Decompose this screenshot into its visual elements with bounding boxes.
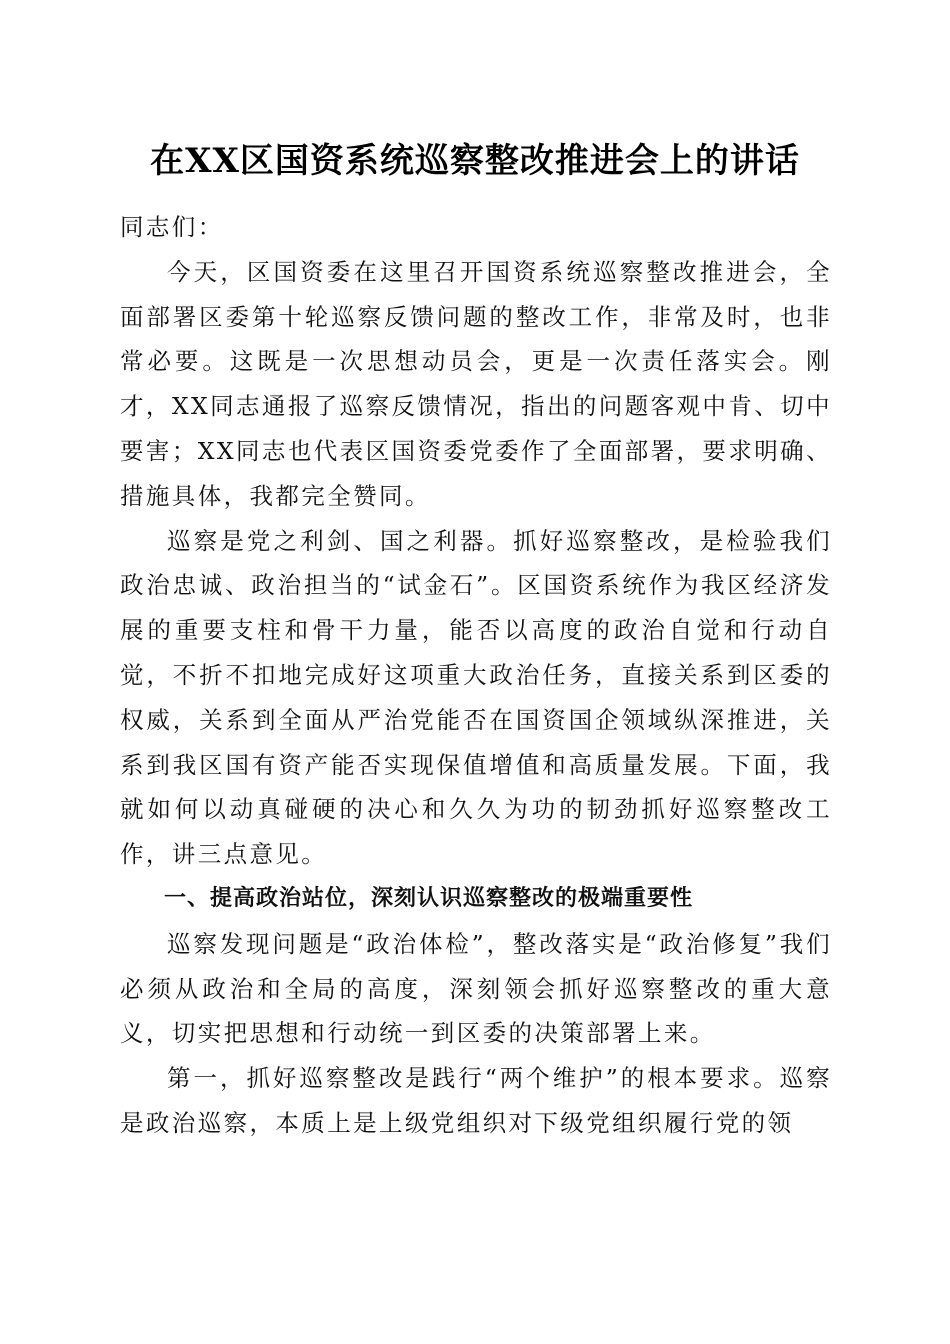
paragraph-intro: 今天，区国资委在这里召开国资系统巡察整改推进会，全面部署区委第十轮巡察反馈问题的整改工作，非常及时，也非常必要。这既是一次思想动员会，更是一次责任落实会。刚才，XX同志通报了巡察反馈情况，指出的问题客观中肯、切中要害；XX同志也代表区国资委党委作了全面部署，要求明确、措施具体，我都完全赞同。 [120,257,832,510]
paragraph-section-intro: 巡察发现问题是“政治体检”，整改落实是“政治修复”我们必须从政治和全局的高度，深刻领会抓好巡察整改的重大意义，切实把思想和行动统一到区委的决策部署上来。 [120,929,832,1048]
section-heading-one: 一、提高政治站位，深刻认识巡察整改的极端重要性 [164,885,694,911]
document-title: 在XX区国资系统巡察整改推进会上的讲话 [150,141,800,181]
salutation: 同志们： [120,213,224,241]
document-body [120,205,832,1146]
paragraph-first-point: 第一，抓好巡察整改是践行“两个维护”的根本要求。巡察是政治巡察，本质上是上级党组织对下级党组织履行党的领 [120,1064,832,1137]
paragraph-importance: 巡察是党之利剑、国之利器。抓好巡察整改，是检验我们政治忠诚、政治担当的“试金石”。区国资系统作为我区经济发展的重要支柱和骨干力量，能否以高度的政治自觉和行动自觉，不折不扣地完成好这项重大政治任务，直接关系到区委的权威，关系到全面从严治党能否在国资国企领域纵深推进，关系到我区国有资产能否实现保值增值和高质量发展。下面，我就如何以动真碰硬的决心和久久为功的韧劲抓好巡察整改工作，讲三点意见。 [120,526,832,869]
